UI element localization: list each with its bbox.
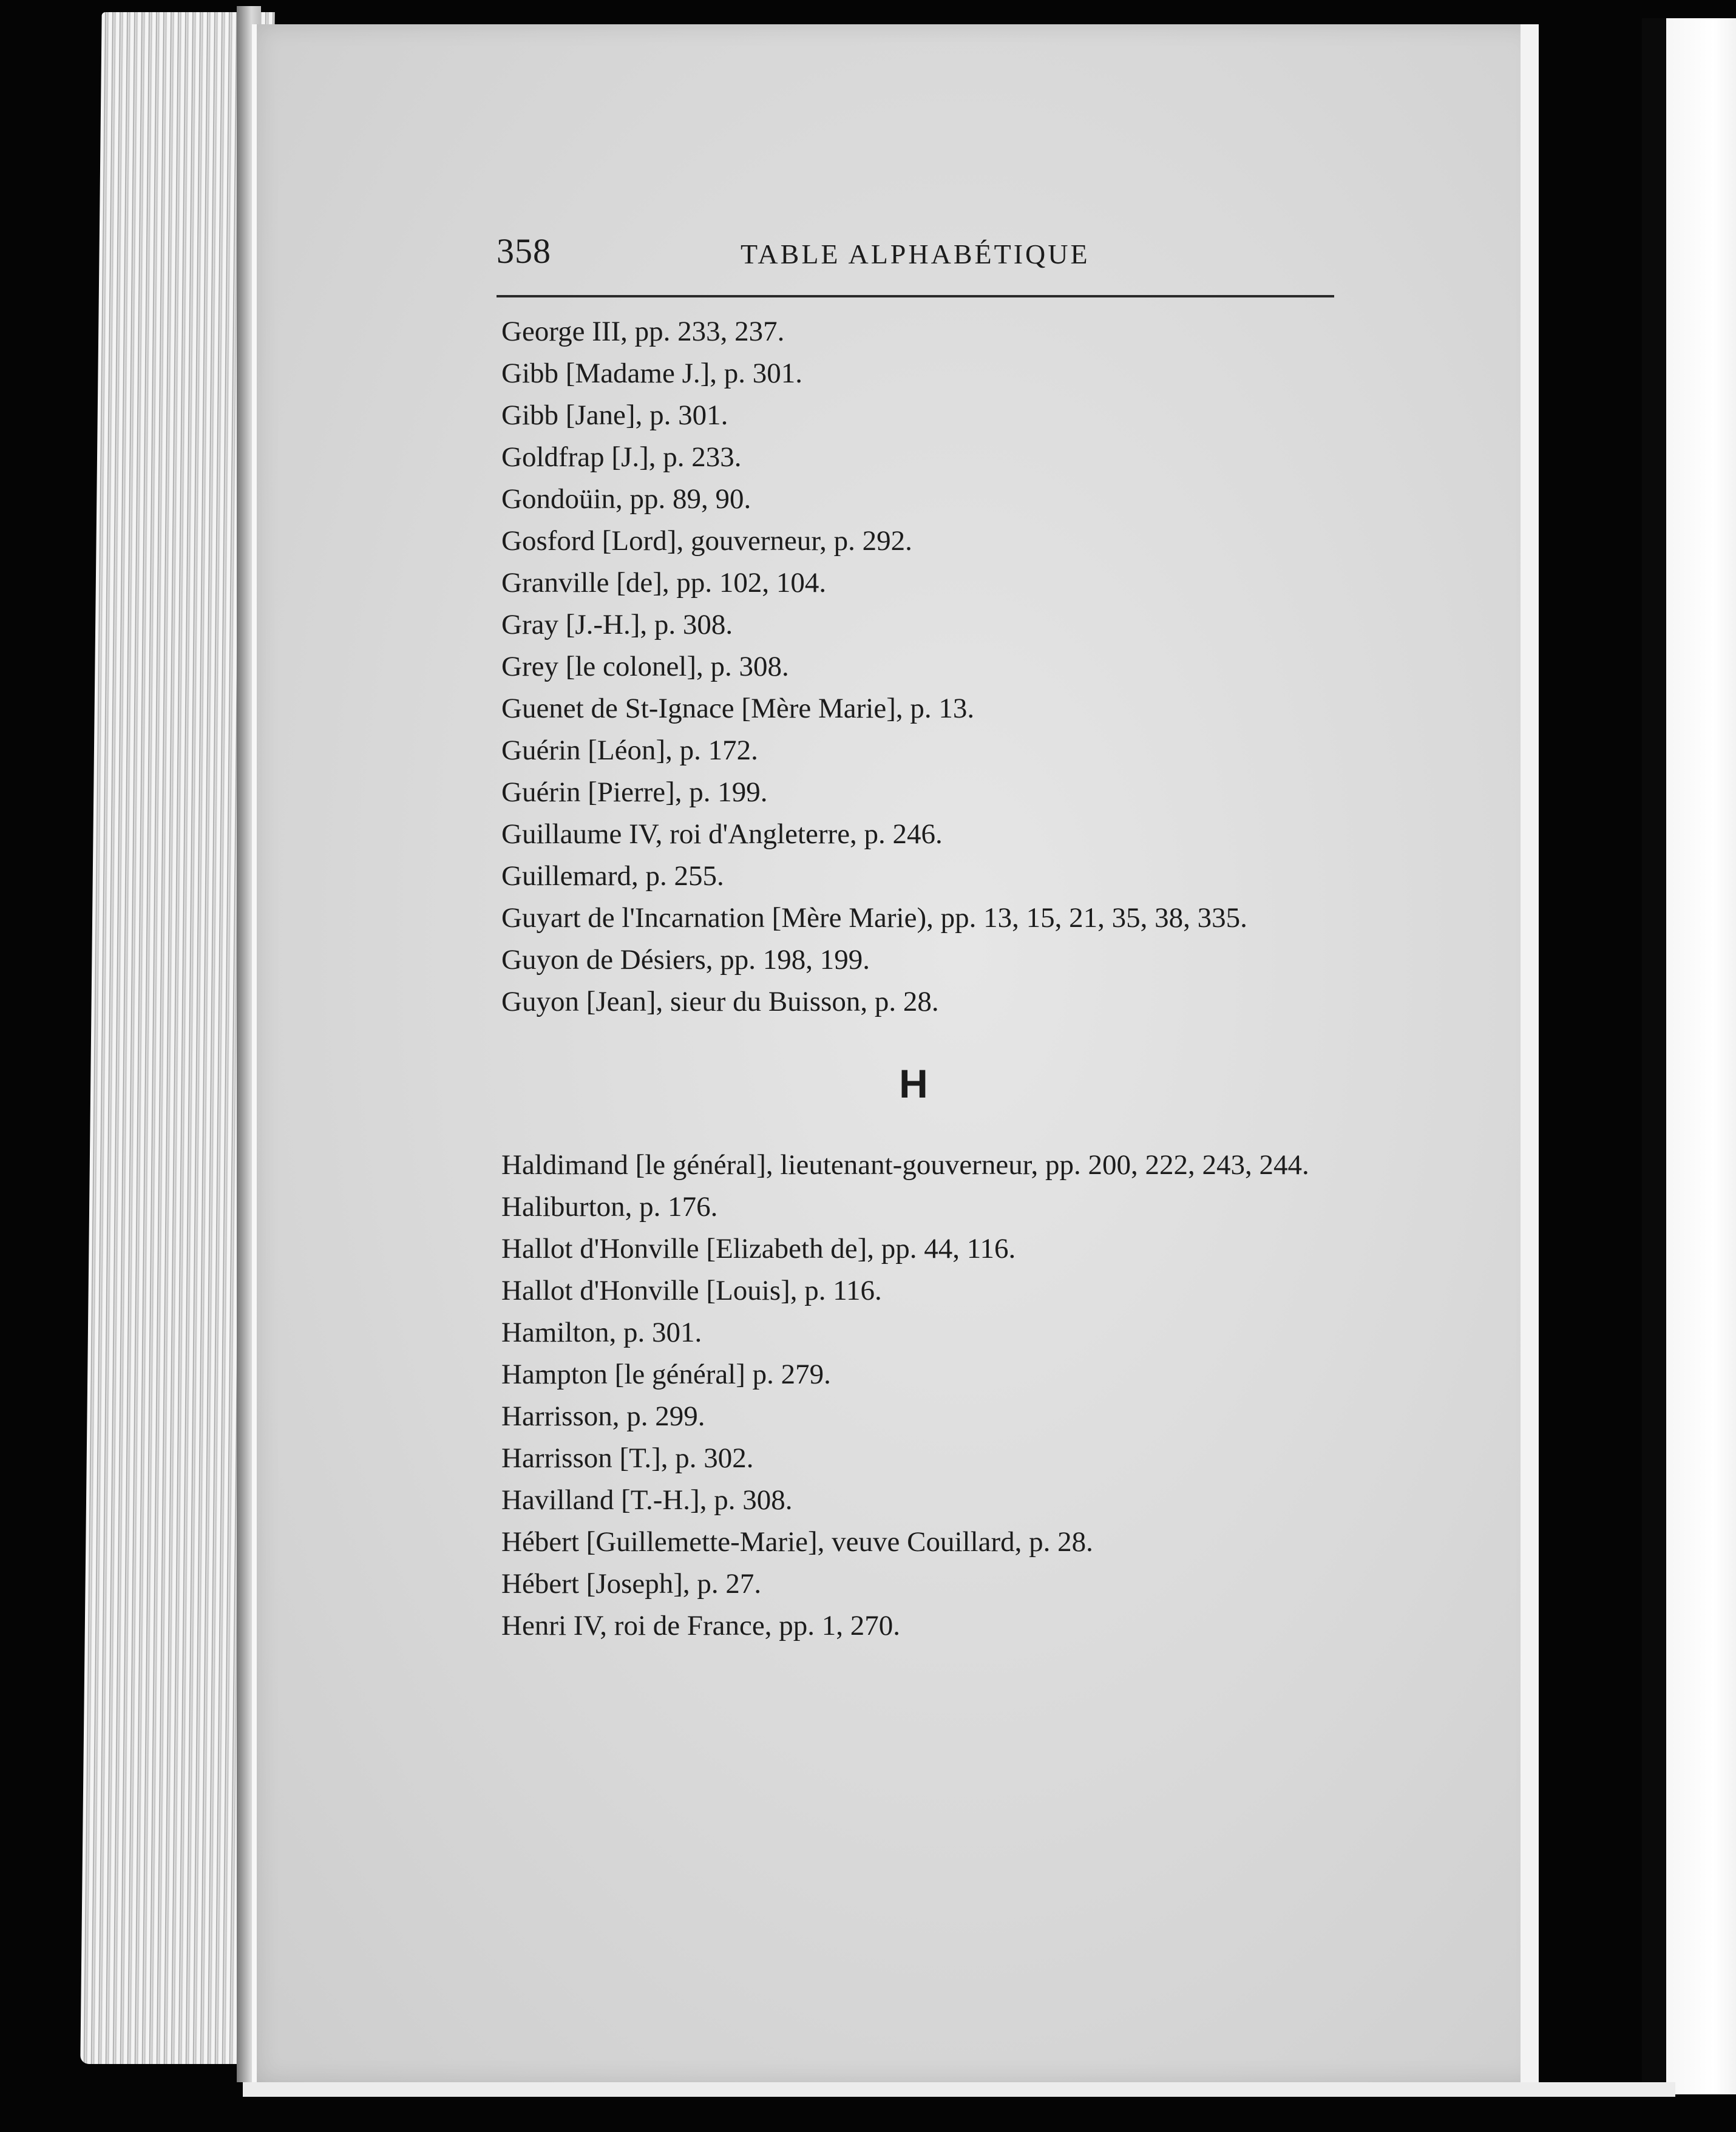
index-entry: Hallot d'Honville [Elizabeth de], pp. 44, 116. [501,1233,1016,1265]
index-entry: Guenet de St-Ignace [Mère Marie], p. 13. [501,693,975,724]
running-header [480,231,1366,285]
section-letter-heading: H [899,1061,928,1106]
index-entry: Grey [le colonel], p. 308. [501,651,789,682]
index-entry: Guillemard, p. 255. [501,860,724,892]
index-entry: Haldimand [le général], lieutenant-gouverneur, pp. 200, 222, 243, 244. [501,1149,1309,1181]
index-entry: Guillaume IV, roi d'Angleterre, p. 246. [501,818,943,850]
index-entry: Harrisson, p. 299. [501,1400,705,1432]
page-number: 358 [497,231,551,271]
index-entry: Hamilton, p. 301. [501,1317,702,1348]
index-entry: Gosford [Lord], gouverneur, p. 292. [501,525,912,557]
index-entry: Hébert [Joseph], p. 27. [501,1568,762,1600]
index-entry: Goldfrap [J.], p. 233. [501,441,742,473]
index-entry: Hallot d'Honville [Louis], p. 116. [501,1275,882,1306]
index-entries-g [480,311,1366,1023]
index-entry: Hébert [Guillemette-Marie], veuve Couillard, p. 28. [501,1526,1093,1558]
index-text-block [480,231,1366,1647]
index-entry: Gibb [Jane], p. 301. [501,399,728,431]
page-bottom-edge [243,2082,1675,2097]
index-entry: Guérin [Léon], p. 172. [501,735,758,766]
index-entry: Haliburton, p. 176. [501,1191,718,1223]
index-entry: Gibb [Madame J.], p. 301. [501,358,803,389]
index-entry: Harrisson [T.], p. 302. [501,1442,754,1474]
index-entry: Henri IV, roi de France, pp. 1, 270. [501,1610,900,1641]
running-title: TABLE ALPHABÉTIQUE [741,239,1090,270]
index-entry: Gray [J.-H.], p. 308. [501,609,733,640]
index-entry: Granville [de], pp. 102, 104. [501,567,827,599]
index-entry: Guyart de l'Incarnation [Mère Marie), pp. 13, 15, 21, 35, 38, 335. [501,902,1247,934]
index-entry: Guyon de Désiers, pp. 198, 199. [501,944,870,976]
page-right-margin [1521,24,1539,2082]
index-entry: George III, pp. 233, 237. [501,316,785,347]
facing-page-edge [1666,18,1736,2094]
index-entry: Guérin [Pierre], p. 199. [501,776,768,808]
header-rule [497,295,1334,297]
binding-shadow [1642,18,1667,2094]
index-entry: Gondoüin, pp. 89, 90. [501,483,751,515]
index-entry: Havilland [T.-H.], p. 308. [501,1484,793,1516]
index-entry: Guyon [Jean], sieur du Buisson, p. 28. [501,986,939,1017]
index-entry: Hampton [le général] p. 279. [501,1359,831,1390]
index-entries-h [480,1144,1366,1647]
